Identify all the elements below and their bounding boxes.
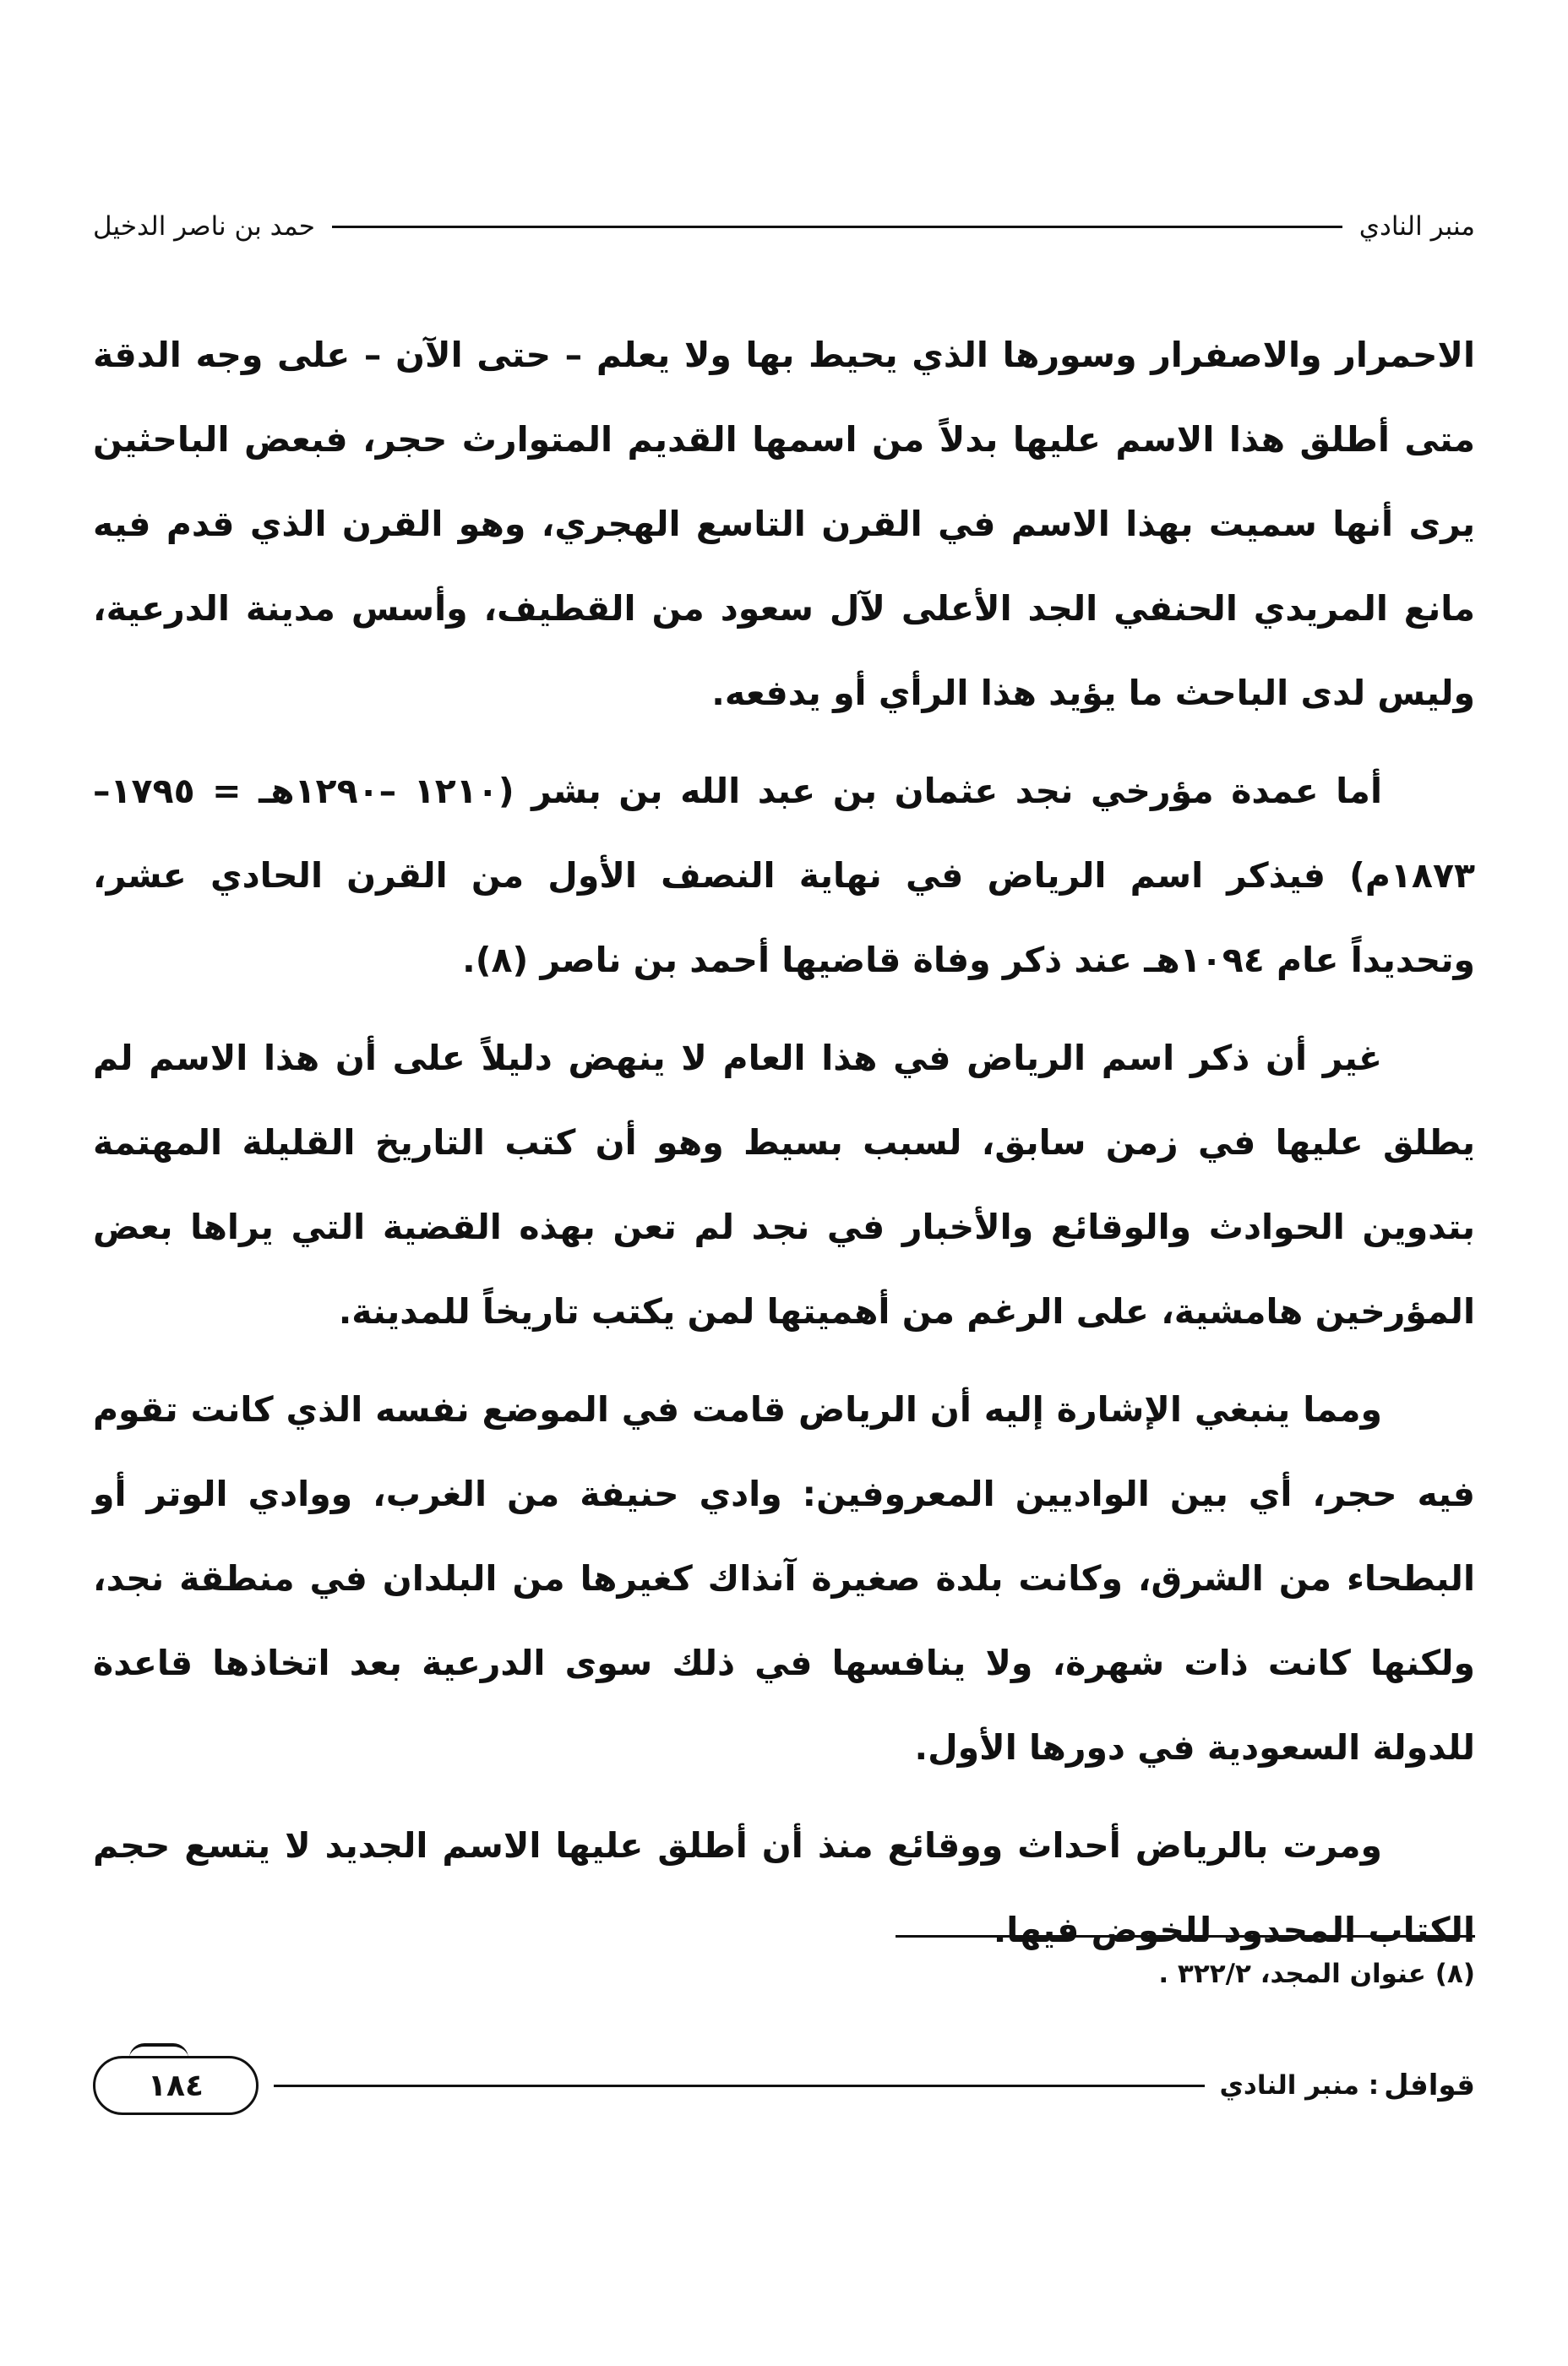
running-footer: [93, 2043, 1475, 2128]
footnote: (٨) عنوان المجد، ٣٢٢/٢ .: [1158, 1959, 1475, 1989]
header-author: حمد بن ناصر الدخيل: [93, 211, 315, 242]
footer-book-title: : منبر النادي: [1219, 2070, 1380, 2101]
paragraph: ومما ينبغي الإشارة إليه أن الرياض قامت في الموضع نفسه الذي كانت تقوم فيه حجر، أي بين الواديين المعروفين: وادي حنيفة من الغرب، ووادي الوتر أو البطحاء من الشرق، وكانت بلدة صغيرة آنذاك كغيرها من البلدان في منطقة نجد، ولكنها كانت ذات شهرة، ولا ينافسها في ذلك سوى الدرعية بعد اتخاذها قاعدة للدولة السعودية في دورها الأول.: [93, 1389, 1475, 1768]
paragraph: ومرت بالرياض أحداث ووقائع منذ أن أطلق عليها الاسم الجديد لا يتسع حجم الكتاب المحدود للخوض فيها.: [93, 1825, 1475, 1950]
ornament-icon: [129, 2043, 188, 2058]
header-rule: [332, 226, 1342, 228]
footer-rule: [274, 2085, 1205, 2087]
footnote-separator: [896, 1935, 1475, 1938]
main-text: [93, 313, 1475, 1986]
running-header: [93, 201, 1475, 252]
footer-series: قوافل: [1384, 2069, 1475, 2102]
page-number: ١٨٤: [148, 2068, 204, 2103]
paragraph: الاحمرار والاصفرار وسورها الذي يحيط بها ولا يعلم – حتى الآن – على وجه الدقة متى أطلق هذا الاسم عليها بدلاً من اسمها القديم المتوارث حجر، فبعض الباحثين يرى أنها سميت بهذا الاسم في القرن التاسع الهجري، وهو القرن الذي قدم فيه مانع المريدي الحنفي الجد الأعلى لآل سعود من القطيف، وأسس مدينة الدرعية، وليس لدى الباحث ما يؤيد هذا الرأي أو يدفعه.: [93, 335, 1475, 713]
page-number-badge: [93, 2056, 259, 2115]
paragraph: غير أن ذكر اسم الرياض في هذا العام لا ينهض دليلاً على أن هذا الاسم لم يطلق عليها في زمن سابق، لسبب بسيط وهو أن كتب التاريخ القليلة المهتمة بتدوين الحوادث والوقائع والأخبار في نجد لم تعن بهذه القضية التي يراها بعض المؤرخين هامشية، على الرغم من أهميتها لمن يكتب تاريخاً للمدينة.: [93, 1038, 1475, 1332]
header-book-title: منبر النادي: [1358, 211, 1475, 242]
paragraph: أما عمدة مؤرخي نجد عثمان بن عبد الله بن بشر (١٢١٠ –١٢٩٠هـ = ١٧٩٥– ١٨٧٣م) فيذكر اسم الرياض في نهاية النصف الأول من القرن الحادي عشر، وتحديداً عام ١٠٩٤هـ عند ذكر وفاة قاضيها أحمد بن ناصر (٨).: [93, 771, 1475, 980]
